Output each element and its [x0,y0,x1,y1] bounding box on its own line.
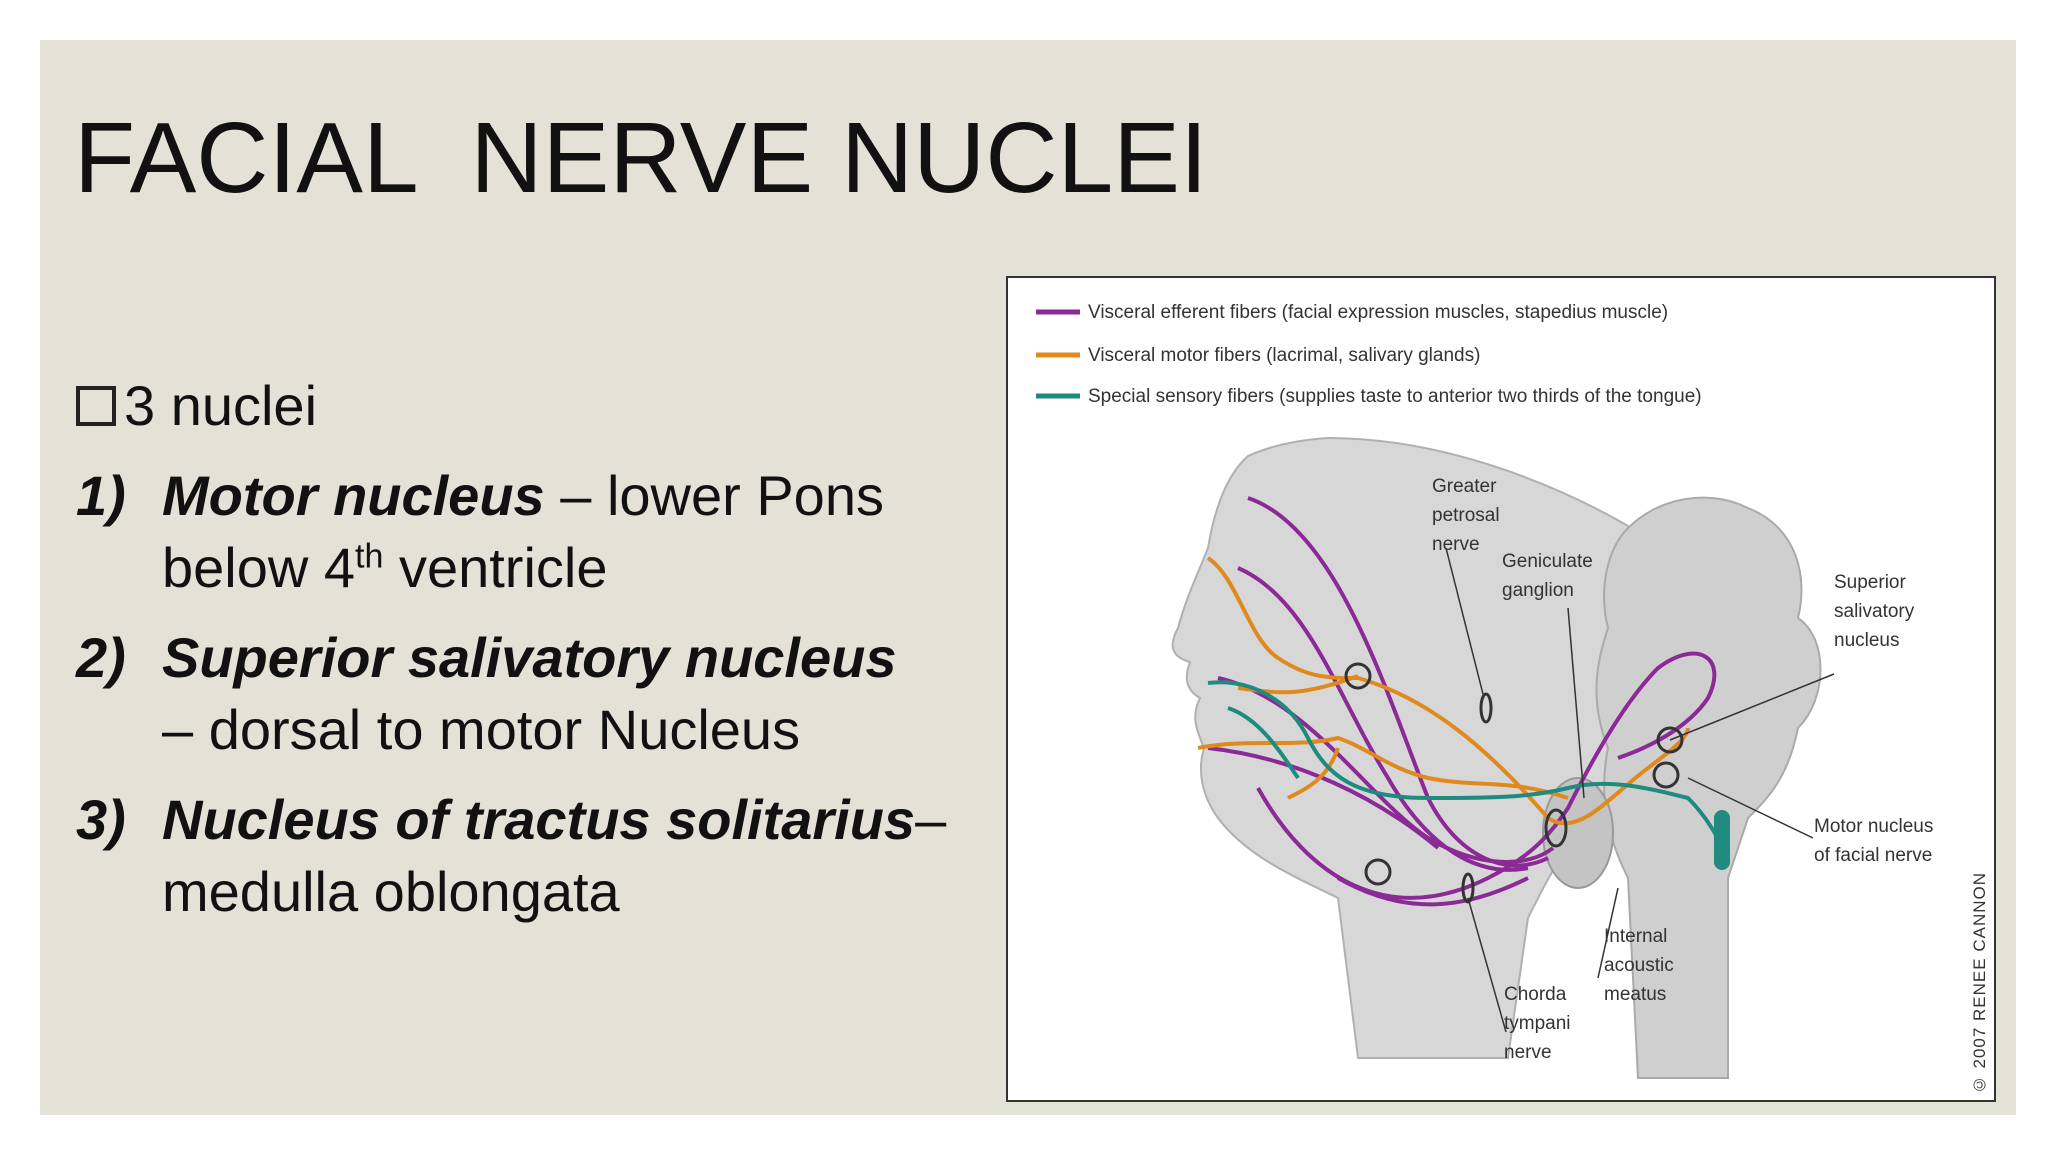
svg-text:salivatory: salivatory [1834,601,1915,622]
svg-text:Superior: Superior [1834,572,1906,593]
svg-text:nerve: nerve [1504,1042,1552,1063]
superscript: th [355,537,384,576]
item-term: Superior salivatory nucleus [162,626,897,689]
item-description: – lower Pons below 4 [162,464,884,599]
legend-special-sensory: Special sensory fibers (supplies taste to anterior two thirds of the tongue) [1088,386,1702,407]
svg-text:petrosal: petrosal [1432,505,1500,526]
lead-text: 3 nuclei [124,374,318,437]
legend [1036,302,1702,407]
slide [40,40,2016,1115]
legend-visceral-motor: Visceral motor fibers (lacrimal, salivary glands) [1088,345,1481,366]
svg-text:Internal: Internal [1604,926,1668,947]
svg-text:Greater: Greater [1432,476,1497,497]
label-internal-acoustic [1604,926,1674,1005]
item-number: 1) [76,464,126,527]
svg-text:ganglion: ganglion [1502,580,1574,601]
svg-text:of facial nerve: of facial nerve [1814,845,1933,866]
svg-text:tympani: tympani [1504,1013,1571,1034]
svg-text:nerve: nerve [1432,534,1480,555]
svg-text:Chorda: Chorda [1504,984,1567,1005]
svg-text:Motor nucleus: Motor nucleus [1814,816,1934,837]
svg-text:acoustic: acoustic [1604,955,1674,976]
item-number: 2) [76,626,126,689]
label-chorda-tympani [1504,984,1571,1063]
svg-text:Geniculate: Geniculate [1502,551,1593,572]
facial-nerve-diagram [1008,278,1998,1104]
lead-bullet [76,370,1036,442]
list-item-motor-nucleus [76,460,1036,604]
label-superior-salivatory [1834,572,1915,651]
solitary-nucleus-shape [1714,810,1730,870]
legend-visceral-efferent: Visceral efferent fibers (facial expression muscles, stapedius muscle) [1088,302,1669,323]
item-number: 3) [76,788,126,851]
anatomy-figure [1006,276,1996,1102]
svg-text:nucleus: nucleus [1834,630,1900,651]
bullet-list [76,370,1036,946]
list-item-superior-salivatory [76,622,1036,766]
checkbox-icon [76,386,116,426]
copyright-text: © 2007 RENEE CANNON [1970,871,1989,1094]
item-term: Nucleus of tractus solitarius [162,788,916,851]
item-description-end: ventricle [383,536,608,599]
list-item-tractus-solitarius [76,784,1036,928]
slide-title: FACIAL NERVE NUCLEI [74,102,1208,214]
item-description: – dorsal to motor Nucleus [162,698,801,761]
svg-text:meatus: meatus [1604,984,1667,1005]
label-motor-nucleus [1814,816,1933,866]
item-term: Motor nucleus [162,464,545,527]
item-description: – medulla oblongata [162,788,947,923]
